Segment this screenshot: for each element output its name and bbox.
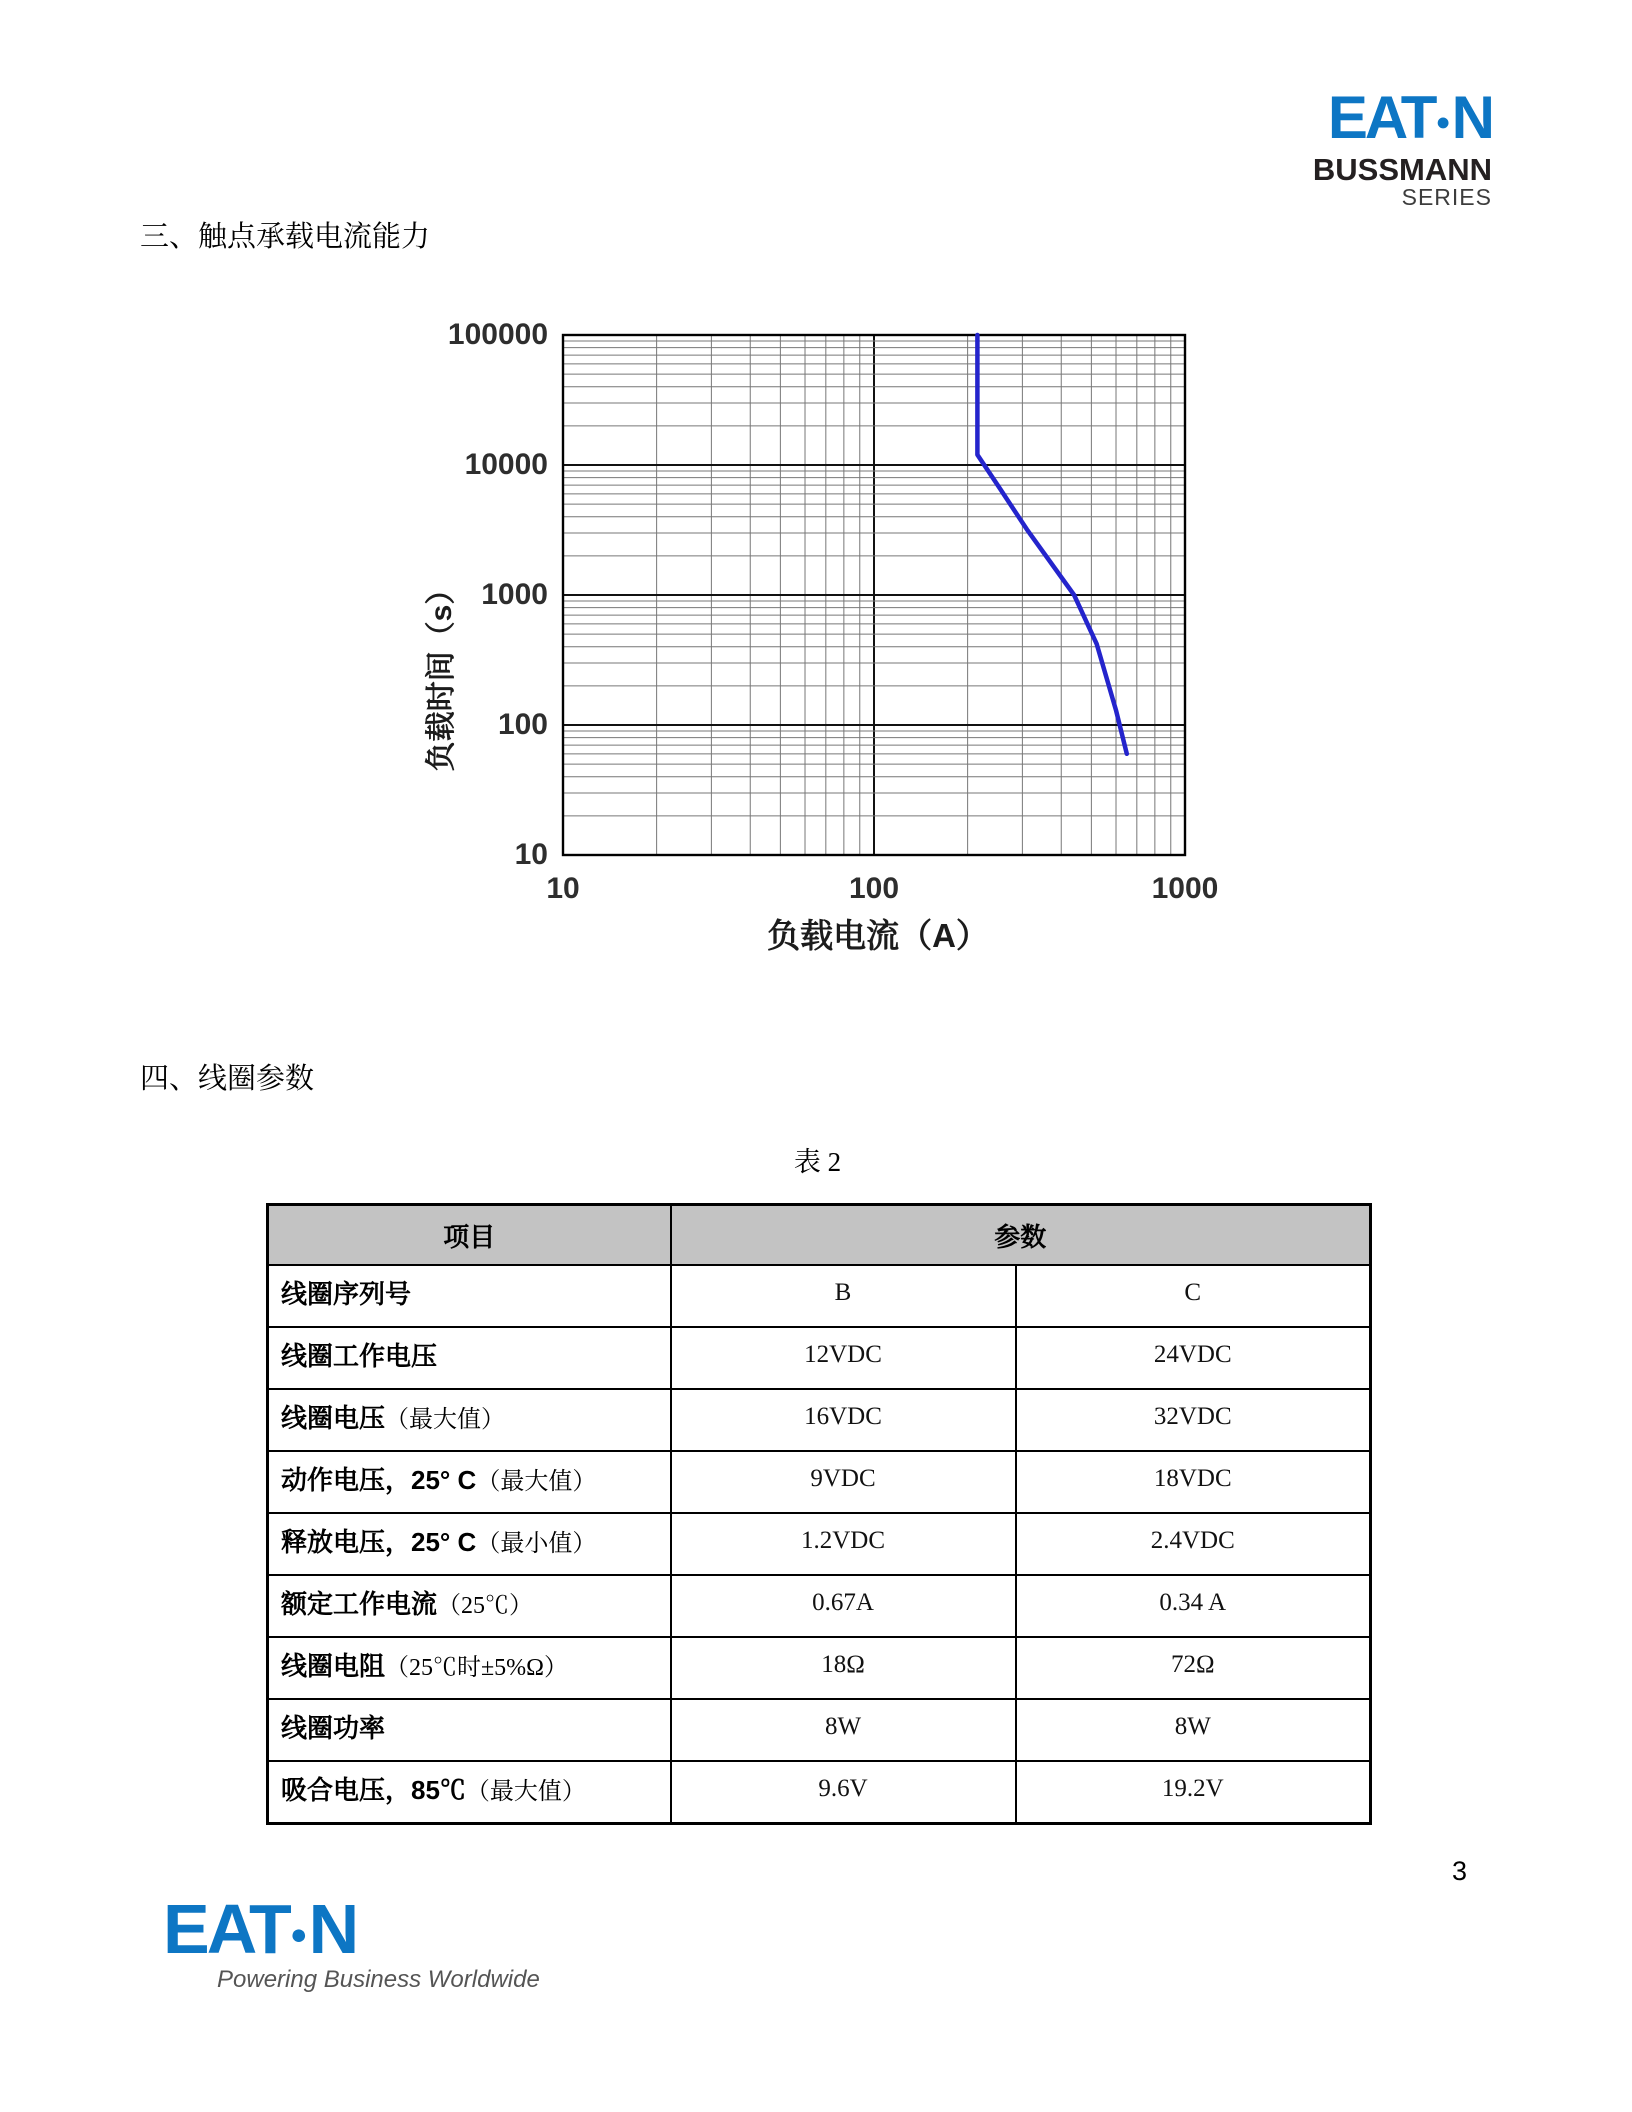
value-b: 16VDC xyxy=(671,1389,1016,1451)
row-label-note: （最大值） xyxy=(465,1779,586,1805)
bussmann-wordmark: BUSSMANN xyxy=(1312,152,1492,187)
table-row xyxy=(268,1327,1371,1389)
load-current-capacity-chart xyxy=(390,318,1250,978)
eaton-footer-logo xyxy=(163,1890,540,1994)
row-label-note: （最小值） xyxy=(476,1531,597,1557)
series-wordmark: SERIES xyxy=(1401,184,1492,210)
table-row xyxy=(268,1513,1371,1575)
eaton-logo xyxy=(1292,84,1492,151)
row-label: 线圈工作电压 xyxy=(281,1341,438,1371)
x-tick-label: 1000 xyxy=(1151,872,1219,905)
value-c: 2.4VDC xyxy=(1016,1513,1371,1575)
eaton-logo-dot-icon: ● xyxy=(289,1917,308,1951)
y-tick-label: 10000 xyxy=(464,448,548,481)
table-row xyxy=(268,1389,1371,1451)
value-c: 24VDC xyxy=(1016,1327,1371,1389)
row-label: 吸合电压，85℃ xyxy=(281,1775,466,1805)
table-header-row xyxy=(268,1205,1371,1266)
eaton-logo xyxy=(163,1890,540,1968)
row-label: 线圈电压 xyxy=(281,1403,386,1433)
table-row xyxy=(268,1451,1371,1513)
y-axis-title: 负载时间（s） xyxy=(425,574,458,772)
value-c: 0.34 A xyxy=(1016,1575,1371,1637)
eaton-logo-n: N xyxy=(1451,84,1492,151)
eaton-logo-n: N xyxy=(308,1890,357,1968)
row-label-note: （最大值） xyxy=(476,1469,597,1495)
row-label: 额定工作电流 xyxy=(281,1589,438,1619)
table-caption: 表 2 xyxy=(793,1147,842,1177)
value-c: 32VDC xyxy=(1016,1389,1371,1451)
table-row xyxy=(268,1265,1371,1327)
table-row xyxy=(268,1575,1371,1637)
section-4-title: 四、线圈参数 xyxy=(140,1063,315,1095)
x-tick-label: 10 xyxy=(546,872,580,905)
eaton-logo-text: EAT xyxy=(163,1890,289,1968)
eaton-tagline: Powering Business Worldwide xyxy=(217,1966,540,1993)
row-label: 线圈电阻 xyxy=(281,1651,386,1681)
value-b: B xyxy=(671,1265,1016,1327)
page-number: 3 xyxy=(1452,1856,1468,1886)
chart-plot-area xyxy=(390,318,1250,978)
row-label-note: （最大值） xyxy=(385,1407,506,1433)
x-tick-label: 100 xyxy=(848,872,900,905)
row-label: 线圈功率 xyxy=(281,1713,386,1743)
y-tick-label: 10 xyxy=(514,838,548,871)
value-b: 18Ω xyxy=(671,1637,1016,1699)
table-row xyxy=(268,1761,1371,1824)
value-b: 12VDC xyxy=(671,1327,1016,1389)
section-3-title: 三、触点承载电流能力 xyxy=(140,221,431,253)
eaton-logo-text: EAT xyxy=(1327,84,1435,151)
value-c: 72Ω xyxy=(1016,1637,1371,1699)
header-parameter-column: 参数 xyxy=(671,1205,1371,1266)
value-b: 9VDC xyxy=(671,1451,1016,1513)
table-row xyxy=(268,1637,1371,1699)
row-label: 线圈序列号 xyxy=(281,1279,412,1309)
value-c: 8W xyxy=(1016,1699,1371,1761)
row-label: 释放电压，25° C xyxy=(281,1527,477,1557)
value-b: 8W xyxy=(671,1699,1016,1761)
eaton-logo-dot-icon: ● xyxy=(1435,107,1451,136)
x-axis-title: 负载电流（A） xyxy=(767,917,989,954)
y-tick-label: 1000 xyxy=(481,578,548,611)
value-b: 0.67A xyxy=(671,1575,1016,1637)
value-c: 19.2V xyxy=(1016,1761,1371,1824)
row-label-note: （25℃时±5%Ω） xyxy=(385,1655,569,1681)
coil-parameters-table xyxy=(266,1203,1372,1825)
value-b: 9.6V xyxy=(671,1761,1016,1824)
table-row xyxy=(268,1699,1371,1761)
eaton-bussmann-logo xyxy=(1292,84,1492,210)
value-b: 1.2VDC xyxy=(671,1513,1016,1575)
value-c: 18VDC xyxy=(1016,1451,1371,1513)
row-label-note: （25℃） xyxy=(437,1593,534,1619)
y-tick-label: 100 xyxy=(497,708,548,741)
value-c: C xyxy=(1016,1265,1371,1327)
header-item-column: 项目 xyxy=(268,1205,671,1266)
row-label: 动作电压，25° C xyxy=(281,1465,477,1495)
y-tick-label: 100000 xyxy=(447,318,548,351)
